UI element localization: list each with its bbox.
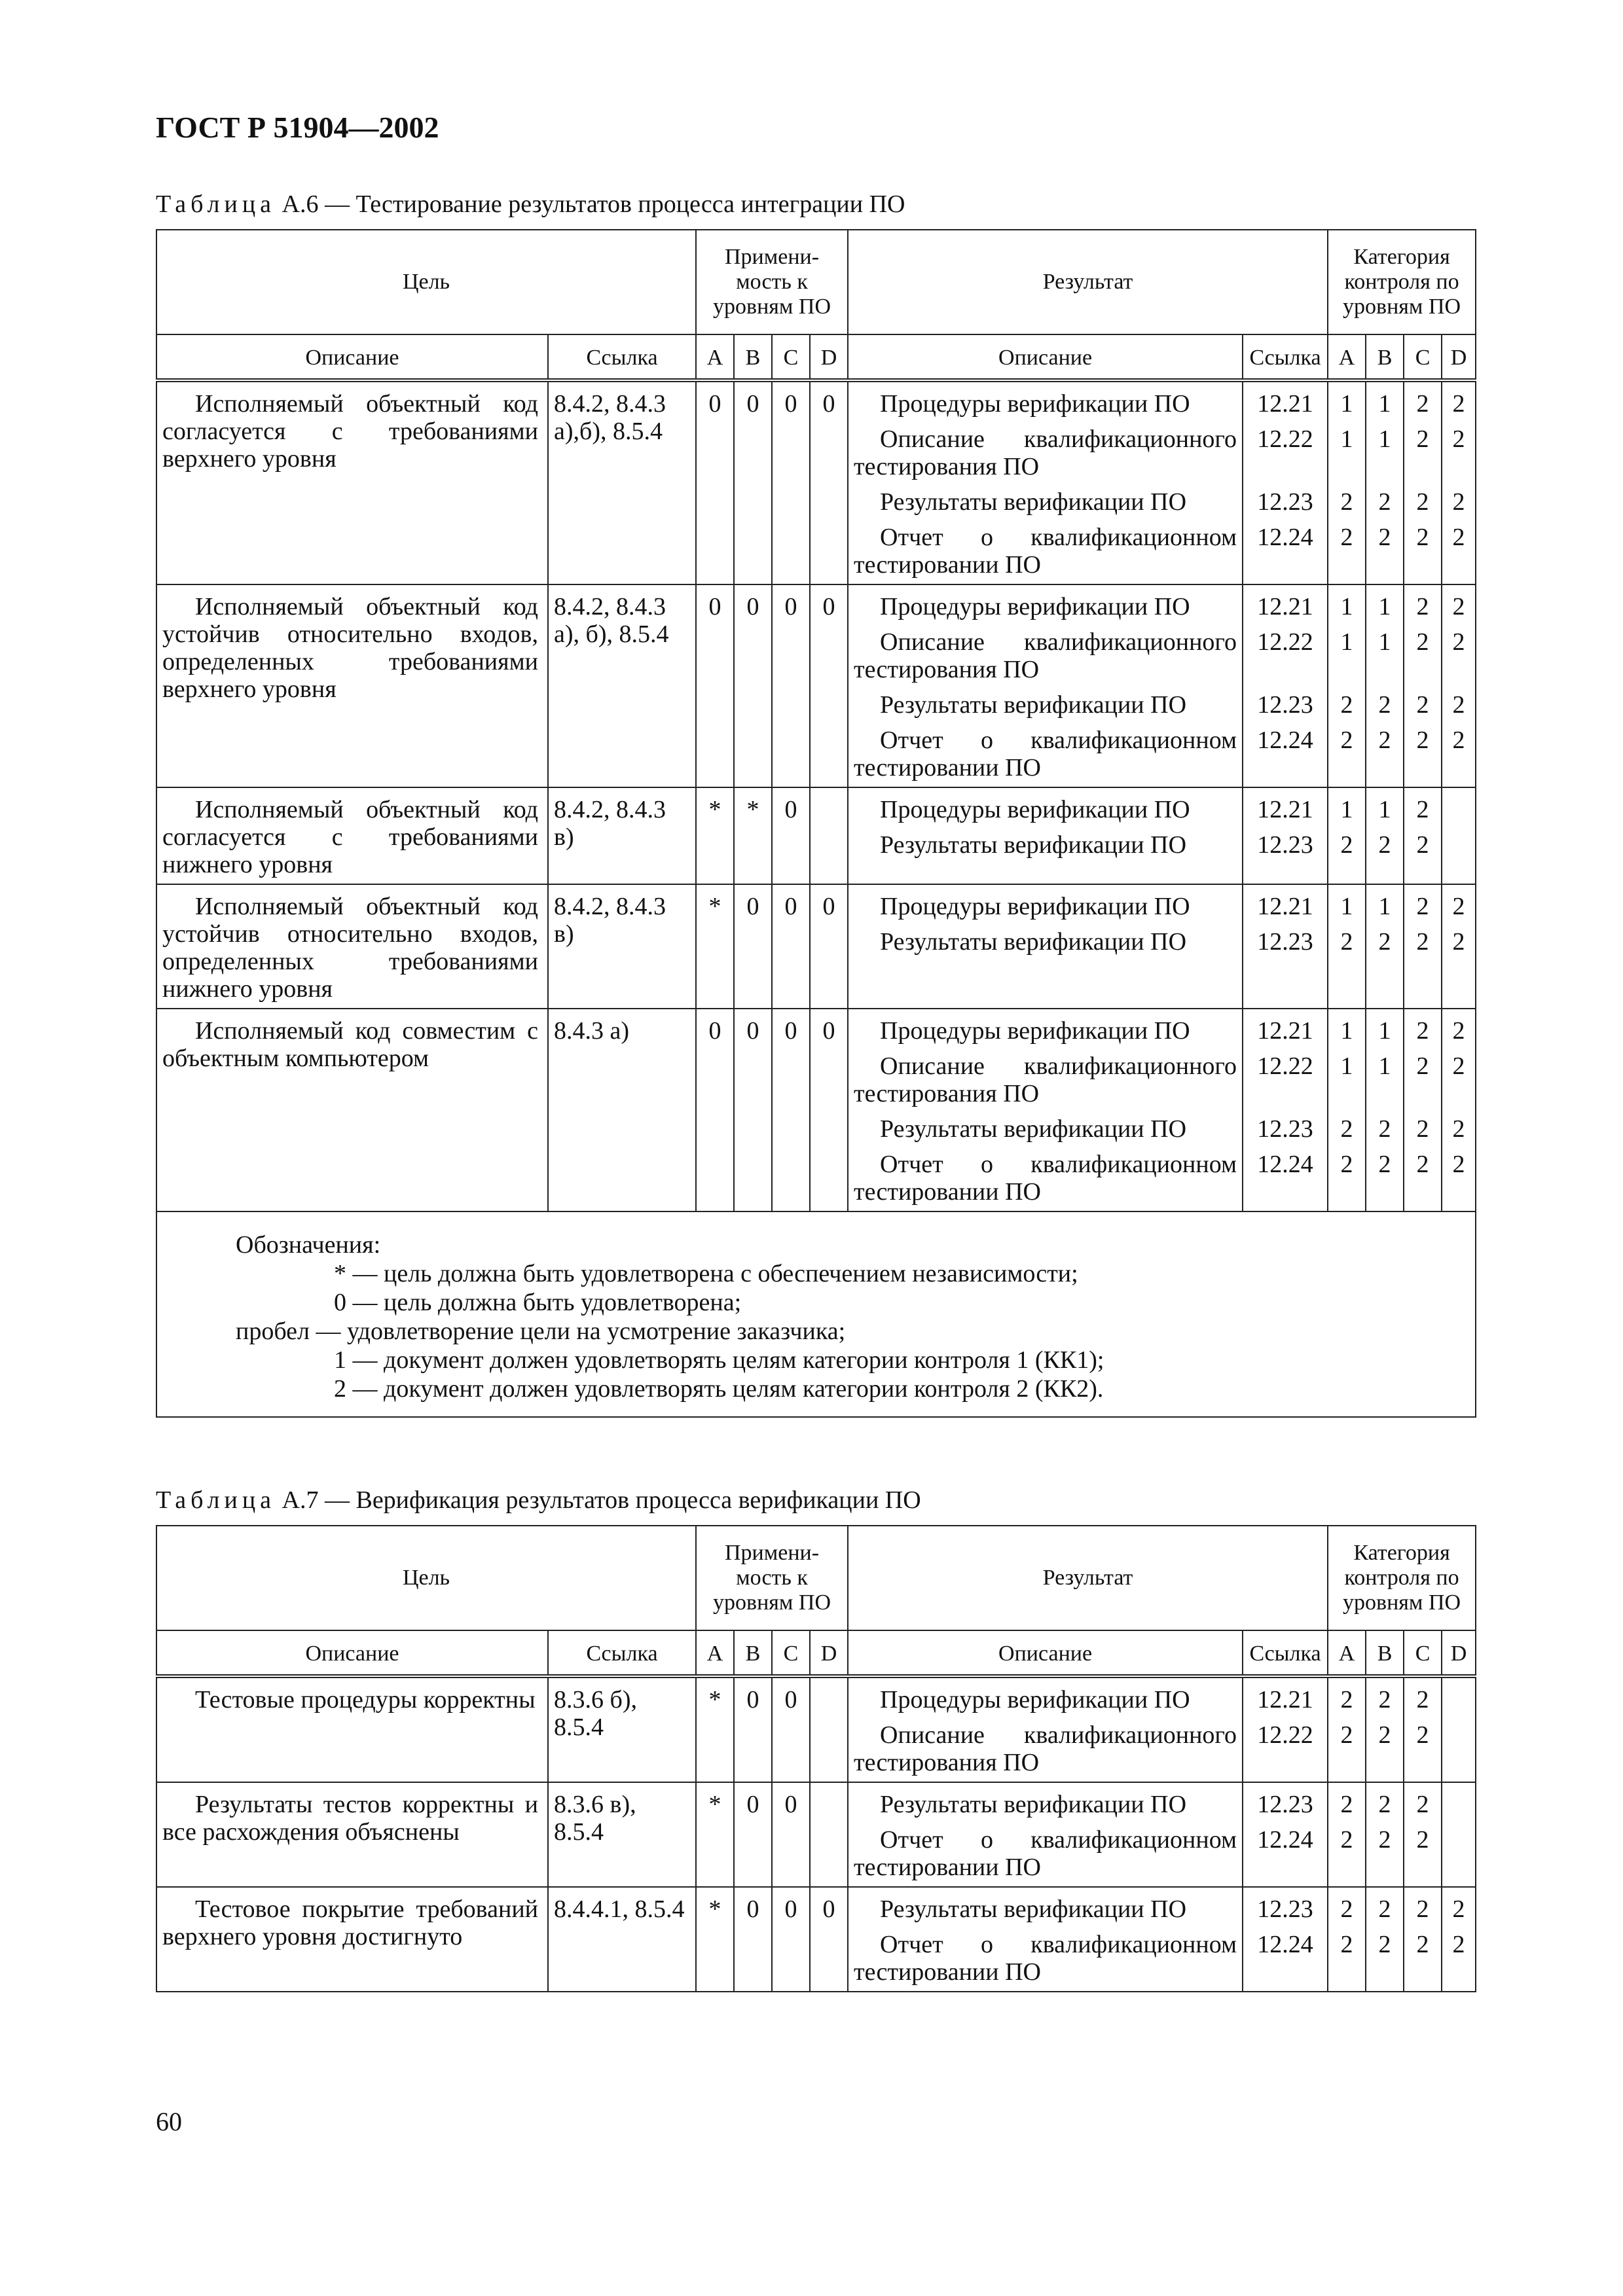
category-values — [1404, 884, 1442, 1009]
applicability-value: 0 — [734, 584, 772, 787]
applicability-value: 0 — [734, 884, 772, 1009]
category-value: 2 — [1378, 691, 1391, 719]
subheader-reference: Ссылка — [548, 1630, 696, 1676]
category-value: 2 — [1416, 928, 1429, 956]
category-value: 2 — [1416, 1791, 1429, 1818]
result-reference: 12.23 — [1257, 1895, 1313, 1923]
category-values — [1442, 1887, 1476, 1992]
category-value: 2 — [1416, 796, 1429, 823]
applicability-value: * — [696, 787, 734, 884]
result-description: Описание квалификационного тестирования ПО — [854, 1052, 1237, 1107]
category-value — [1442, 1721, 1475, 1776]
result-reference: 12.23 — [1257, 928, 1313, 956]
header-applicability: Примени-мость к уровням ПО — [696, 1526, 848, 1630]
header-category: Категория контроля по уровням ПО — [1328, 230, 1476, 334]
applicability-value: 0 — [734, 1782, 772, 1887]
category-value: 1 — [1340, 593, 1353, 620]
category-values — [1328, 1009, 1366, 1211]
category-values — [1442, 1782, 1476, 1887]
result-reference: 12.24 — [1257, 1151, 1313, 1178]
category-values — [1366, 787, 1404, 884]
result-descriptions — [848, 584, 1243, 787]
subheader-category-level: B — [1366, 1630, 1404, 1676]
result-descriptions — [848, 380, 1243, 584]
subheader-category-level: A — [1328, 334, 1366, 380]
goal-reference: 8.3.6 в), 8.5.4 — [548, 1782, 696, 1887]
subheader-category-level: D — [1442, 334, 1476, 380]
goal-description: Исполняемый объектный код устойчив относительно входов, определенных требованиями нижнего уровня — [156, 884, 548, 1009]
applicability-value: 0 — [772, 884, 810, 1009]
subheader-row — [156, 1630, 1476, 1676]
category-value: 2 — [1452, 1017, 1465, 1045]
category-values — [1366, 884, 1404, 1009]
category-value — [1442, 831, 1475, 859]
subheader-category-level: D — [1442, 1630, 1476, 1676]
result-reference: 12.21 — [1257, 1017, 1313, 1045]
result-descriptions — [848, 1009, 1243, 1211]
applicability-value — [810, 1782, 848, 1887]
subheader-category-level: B — [1366, 334, 1404, 380]
applicability-value: 0 — [810, 1009, 848, 1211]
category-value: 2 — [1452, 1052, 1465, 1080]
category-value — [1442, 1791, 1475, 1818]
subheader-result-description: Описание — [848, 1630, 1243, 1676]
table-row — [156, 1782, 1476, 1887]
subheader-description: Описание — [156, 1630, 548, 1676]
category-value: 1 — [1340, 628, 1353, 656]
legend-item: * — цель должна быть удовлетворена с обеспечением независимости; — [334, 1260, 1078, 1287]
result-reference: 12.24 — [1257, 1826, 1313, 1854]
category-values — [1328, 380, 1366, 584]
applicability-value: * — [696, 1782, 734, 1887]
result-descriptions — [848, 1887, 1243, 1992]
category-value: 1 — [1378, 593, 1391, 620]
legend-row — [156, 1211, 1476, 1417]
table-a7-caption-prefix: Таблица — [156, 1486, 276, 1514]
category-value — [1442, 1826, 1475, 1881]
applicability-value: 0 — [772, 380, 810, 584]
category-value: 1 — [1340, 390, 1353, 418]
result-references — [1243, 787, 1328, 884]
subheader-level: D — [810, 1630, 848, 1676]
category-value: 2 — [1340, 524, 1353, 551]
applicability-value: 0 — [810, 380, 848, 584]
result-reference: 12.22 — [1257, 1721, 1313, 1749]
header-result: Результат — [848, 1526, 1328, 1630]
goal-reference: 8.4.2, 8.4.3 а), б), 8.5.4 — [548, 584, 696, 787]
category-value: 1 — [1340, 796, 1353, 823]
goal-reference: 8.4.2, 8.4.3 в) — [548, 787, 696, 884]
subheader-category-level: C — [1404, 1630, 1442, 1676]
goal-description: Результаты тестов корректны и все расхождения объяснены — [156, 1782, 548, 1887]
result-reference: 12.23 — [1257, 1115, 1313, 1143]
category-value: 2 — [1452, 1151, 1465, 1178]
category-values — [1442, 1676, 1476, 1782]
result-description: Процедуры верификации ПО — [880, 1686, 1190, 1713]
table-row — [156, 584, 1476, 787]
category-values — [1404, 787, 1442, 884]
result-description: Результаты верификации ПО — [880, 1895, 1187, 1923]
result-references — [1243, 380, 1328, 584]
table-row — [156, 1676, 1476, 1782]
table-row — [156, 1887, 1476, 1992]
subheader-level: A — [696, 334, 734, 380]
result-reference: 12.22 — [1257, 628, 1313, 656]
category-value: 2 — [1340, 1931, 1353, 1958]
subheader-level: B — [734, 1630, 772, 1676]
category-value: 1 — [1378, 390, 1391, 418]
applicability-value: 0 — [696, 584, 734, 787]
category-values — [1442, 787, 1476, 884]
result-description: Процедуры верификации ПО — [880, 796, 1190, 823]
category-value: 2 — [1452, 893, 1465, 920]
result-description: Отчет о квалификационном тестировании ПО — [854, 1931, 1237, 1986]
category-value: 2 — [1416, 1931, 1429, 1958]
result-descriptions — [848, 1676, 1243, 1782]
result-references — [1243, 1887, 1328, 1992]
result-description: Процедуры верификации ПО — [880, 1017, 1190, 1045]
header-result: Результат — [848, 230, 1328, 334]
category-value: 1 — [1378, 1017, 1391, 1045]
result-description: Процедуры верификации ПО — [880, 593, 1190, 620]
applicability-value: 0 — [810, 884, 848, 1009]
category-value: 1 — [1378, 1052, 1391, 1080]
category-value: 2 — [1378, 1115, 1391, 1143]
category-values — [1366, 1009, 1404, 1211]
category-value: 2 — [1340, 1151, 1353, 1178]
category-value: 2 — [1452, 425, 1465, 453]
category-value: 1 — [1378, 628, 1391, 656]
category-value: 2 — [1340, 726, 1353, 754]
applicability-value: 0 — [734, 1887, 772, 1992]
category-value: 2 — [1452, 488, 1465, 516]
result-references — [1243, 1676, 1328, 1782]
subheader-row — [156, 334, 1476, 380]
category-value: 2 — [1416, 593, 1429, 620]
result-description: Отчет о квалификационном тестировании ПО — [854, 726, 1237, 781]
category-value: 2 — [1340, 1895, 1353, 1923]
applicability-value: 0 — [772, 787, 810, 884]
category-value: 2 — [1452, 691, 1465, 719]
table-row — [156, 1009, 1476, 1211]
result-reference: 12.22 — [1257, 1052, 1313, 1080]
applicability-value: 0 — [810, 584, 848, 787]
result-description: Описание квалификационного тестирования ПО — [854, 628, 1237, 683]
applicability-value: 0 — [734, 1676, 772, 1782]
category-value: 2 — [1340, 1826, 1353, 1854]
applicability-value: 0 — [772, 1676, 810, 1782]
document-header: ГОСТ Р 51904—2002 — [156, 111, 439, 144]
goal-reference: 8.3.6 б), 8.5.4 — [548, 1676, 696, 1782]
table-row — [156, 380, 1476, 584]
table-a7-caption-text: А.7 — Верификация результатов процесса верификации ПО — [282, 1486, 921, 1514]
applicability-value: 0 — [734, 380, 772, 584]
result-descriptions — [848, 884, 1243, 1009]
header-category: Категория контроля по уровням ПО — [1328, 1526, 1476, 1630]
header-applicability: Примени-мость к уровням ПО — [696, 230, 848, 334]
category-value: 2 — [1416, 1895, 1429, 1923]
category-value: 2 — [1378, 1686, 1391, 1713]
result-references — [1243, 884, 1328, 1009]
category-value: 2 — [1378, 488, 1391, 516]
result-description: Процедуры верификации ПО — [880, 893, 1190, 920]
category-value: 2 — [1340, 1686, 1353, 1713]
result-description: Отчет о квалификационном тестировании ПО — [854, 1151, 1237, 1206]
result-references — [1243, 1782, 1328, 1887]
category-value: 2 — [1452, 1931, 1465, 1958]
category-values — [1328, 1676, 1366, 1782]
header-row — [156, 1526, 1476, 1630]
result-reference: 12.23 — [1257, 488, 1313, 516]
applicability-value: 0 — [696, 380, 734, 584]
result-reference: 12.24 — [1257, 1931, 1313, 1958]
result-references — [1243, 1009, 1328, 1211]
subheader-level: A — [696, 1630, 734, 1676]
category-value: 2 — [1416, 1115, 1429, 1143]
category-value: 2 — [1416, 1151, 1429, 1178]
subheader-level: D — [810, 334, 848, 380]
legend-item: 0 — цель должна быть удовлетворена; — [334, 1289, 742, 1316]
category-values — [1442, 380, 1476, 584]
applicability-value — [810, 787, 848, 884]
goal-reference: 8.4.2, 8.4.3 а),б), 8.5.4 — [548, 380, 696, 584]
category-value: 2 — [1378, 928, 1391, 956]
category-value: 2 — [1452, 1895, 1465, 1923]
applicability-value: 0 — [734, 1009, 772, 1211]
goal-description: Тестовое покрытие требований верхнего уровня достигнуто — [156, 1887, 548, 1992]
category-value: 1 — [1340, 1052, 1353, 1080]
category-value: 2 — [1378, 1826, 1391, 1854]
category-values — [1366, 1676, 1404, 1782]
category-value: 2 — [1416, 691, 1429, 719]
table-a6 — [156, 229, 1476, 1418]
applicability-value: * — [696, 884, 734, 1009]
category-value — [1442, 796, 1475, 823]
result-description: Результаты верификации ПО — [880, 1791, 1187, 1818]
table-a6-caption-text: А.6 — Тестирование результатов процесса интеграции ПО — [282, 190, 905, 218]
category-value: 2 — [1452, 1115, 1465, 1143]
goal-reference: 8.4.3 а) — [548, 1009, 696, 1211]
result-reference: 12.23 — [1257, 831, 1313, 859]
applicability-value: 0 — [772, 1009, 810, 1211]
category-values — [1404, 1676, 1442, 1782]
category-value: 2 — [1416, 1052, 1429, 1080]
category-value: 2 — [1378, 1931, 1391, 1958]
legend-item: 1 — документ должен удовлетворять целям категории контроля 1 (КК1); — [334, 1346, 1104, 1374]
category-value: 2 — [1378, 726, 1391, 754]
legend — [156, 1211, 1476, 1417]
subheader-level: C — [772, 1630, 810, 1676]
category-value: 2 — [1452, 628, 1465, 656]
applicability-value: 0 — [772, 1887, 810, 1992]
category-value: 2 — [1416, 726, 1429, 754]
result-reference: 12.21 — [1257, 593, 1313, 620]
category-value: 1 — [1340, 425, 1353, 453]
result-descriptions — [848, 1782, 1243, 1887]
category-values — [1328, 1782, 1366, 1887]
category-values — [1366, 584, 1404, 787]
applicability-value: * — [734, 787, 772, 884]
category-value: 2 — [1416, 831, 1429, 859]
table-row — [156, 884, 1476, 1009]
category-value: 2 — [1416, 488, 1429, 516]
subheader-description: Описание — [156, 334, 548, 380]
category-value: 2 — [1452, 524, 1465, 551]
result-reference: 12.24 — [1257, 524, 1313, 551]
result-reference: 12.21 — [1257, 390, 1313, 418]
category-value: 1 — [1378, 425, 1391, 453]
category-values — [1328, 884, 1366, 1009]
result-descriptions — [848, 787, 1243, 884]
subheader-result-reference: Ссылка — [1243, 334, 1328, 380]
category-value: 2 — [1340, 1721, 1353, 1749]
table-row — [156, 787, 1476, 884]
applicability-value: 0 — [772, 1782, 810, 1887]
header-row — [156, 230, 1476, 334]
category-value: 2 — [1340, 691, 1353, 719]
subheader-category-level: A — [1328, 1630, 1366, 1676]
category-value: 2 — [1378, 1151, 1391, 1178]
applicability-value: 0 — [696, 1009, 734, 1211]
category-value: 1 — [1340, 1017, 1353, 1045]
result-description: Результаты верификации ПО — [880, 691, 1187, 719]
category-value: 2 — [1416, 390, 1429, 418]
table-a6-caption-prefix: Таблица — [156, 190, 276, 218]
category-value: 2 — [1340, 488, 1353, 516]
goal-description: Исполняемый код совместим с объектным компьютером — [156, 1009, 548, 1211]
result-references — [1243, 584, 1328, 787]
header-goal: Цель — [156, 1526, 696, 1630]
category-values — [1442, 584, 1476, 787]
category-value: 2 — [1452, 390, 1465, 418]
category-value: 2 — [1340, 1115, 1353, 1143]
table-a6-caption — [156, 190, 905, 219]
category-values — [1442, 1009, 1476, 1211]
category-values — [1404, 1009, 1442, 1211]
category-value: 2 — [1416, 1826, 1429, 1854]
result-description: Описание квалификационного тестирования ПО — [854, 1721, 1237, 1776]
category-value: 2 — [1452, 726, 1465, 754]
category-values — [1328, 787, 1366, 884]
result-description: Результаты верификации ПО — [880, 1115, 1187, 1143]
legend-item: 2 — документ должен удовлетворять целям категории контроля 2 (КК2). — [334, 1375, 1104, 1403]
goal-description: Исполняемый объектный код устойчив относительно входов, определенных требованиями верхнего уровня — [156, 584, 548, 787]
category-value: 1 — [1340, 893, 1353, 920]
category-value: 2 — [1378, 1721, 1391, 1749]
result-description: Результаты верификации ПО — [880, 831, 1187, 859]
category-values — [1328, 1887, 1366, 1992]
subheader-category-level: C — [1404, 334, 1442, 380]
applicability-value: * — [696, 1676, 734, 1782]
category-values — [1366, 1782, 1404, 1887]
applicability-value — [810, 1676, 848, 1782]
applicability-value: * — [696, 1887, 734, 1992]
result-reference: 12.21 — [1257, 796, 1313, 823]
category-values — [1366, 380, 1404, 584]
category-value: 2 — [1416, 524, 1429, 551]
result-description: Отчет о квалификационном тестировании ПО — [854, 524, 1237, 579]
category-value: 2 — [1340, 928, 1353, 956]
category-value: 2 — [1416, 1686, 1429, 1713]
result-description: Результаты верификации ПО — [880, 488, 1187, 516]
page-number: 60 — [156, 2107, 182, 2136]
subheader-result-description: Описание — [848, 334, 1243, 380]
applicability-value: 0 — [772, 584, 810, 787]
category-value: 2 — [1416, 628, 1429, 656]
subheader-reference: Ссылка — [548, 334, 696, 380]
category-value: 2 — [1416, 1017, 1429, 1045]
category-value: 2 — [1378, 1895, 1391, 1923]
result-reference: 12.23 — [1257, 1791, 1313, 1818]
category-value: 2 — [1340, 1791, 1353, 1818]
category-value: 2 — [1452, 593, 1465, 620]
result-description: Отчет о квалификационном тестировании ПО — [854, 1826, 1237, 1881]
goal-description: Исполняемый объектный код согласуется с требованиями нижнего уровня — [156, 787, 548, 884]
category-values — [1366, 1887, 1404, 1992]
category-value: 2 — [1340, 831, 1353, 859]
category-value: 2 — [1452, 928, 1465, 956]
category-values — [1404, 380, 1442, 584]
goal-reference: 8.4.2, 8.4.3 в) — [548, 884, 696, 1009]
category-value: 2 — [1378, 524, 1391, 551]
category-values — [1404, 1887, 1442, 1992]
result-description: Описание квалификационного тестирования ПО — [854, 425, 1237, 480]
header-goal: Цель — [156, 230, 696, 334]
result-reference: 12.23 — [1257, 691, 1313, 719]
result-description: Результаты верификации ПО — [880, 928, 1187, 956]
category-value: 2 — [1416, 425, 1429, 453]
legend-title: Обозначения: — [236, 1231, 381, 1259]
result-reference: 12.24 — [1257, 726, 1313, 754]
applicability-value: 0 — [810, 1887, 848, 1992]
result-description: Процедуры верификации ПО — [880, 390, 1190, 418]
table-a7-caption — [156, 1486, 921, 1515]
result-reference: 12.21 — [1257, 893, 1313, 920]
category-value: 1 — [1378, 893, 1391, 920]
category-value: 1 — [1378, 796, 1391, 823]
result-reference: 12.21 — [1257, 1686, 1313, 1713]
category-value: 2 — [1416, 893, 1429, 920]
subheader-result-reference: Ссылка — [1243, 1630, 1328, 1676]
legend-item: пробел — удовлетворение цели на усмотрение заказчика; — [236, 1318, 846, 1345]
category-values — [1404, 1782, 1442, 1887]
table-a7 — [156, 1525, 1476, 1992]
goal-description: Исполняемый объектный код согласуется с требованиями верхнего уровня — [156, 380, 548, 584]
category-value: 2 — [1378, 1791, 1391, 1818]
subheader-level: C — [772, 334, 810, 380]
category-values — [1404, 584, 1442, 787]
category-values — [1442, 884, 1476, 1009]
category-value: 2 — [1416, 1721, 1429, 1749]
category-value — [1442, 1686, 1475, 1713]
subheader-level: B — [734, 334, 772, 380]
result-reference: 12.22 — [1257, 425, 1313, 453]
goal-reference: 8.4.4.1, 8.5.4 — [548, 1887, 696, 1992]
category-values — [1328, 584, 1366, 787]
goal-description: Тестовые процедуры корректны — [156, 1676, 548, 1782]
category-value: 2 — [1378, 831, 1391, 859]
